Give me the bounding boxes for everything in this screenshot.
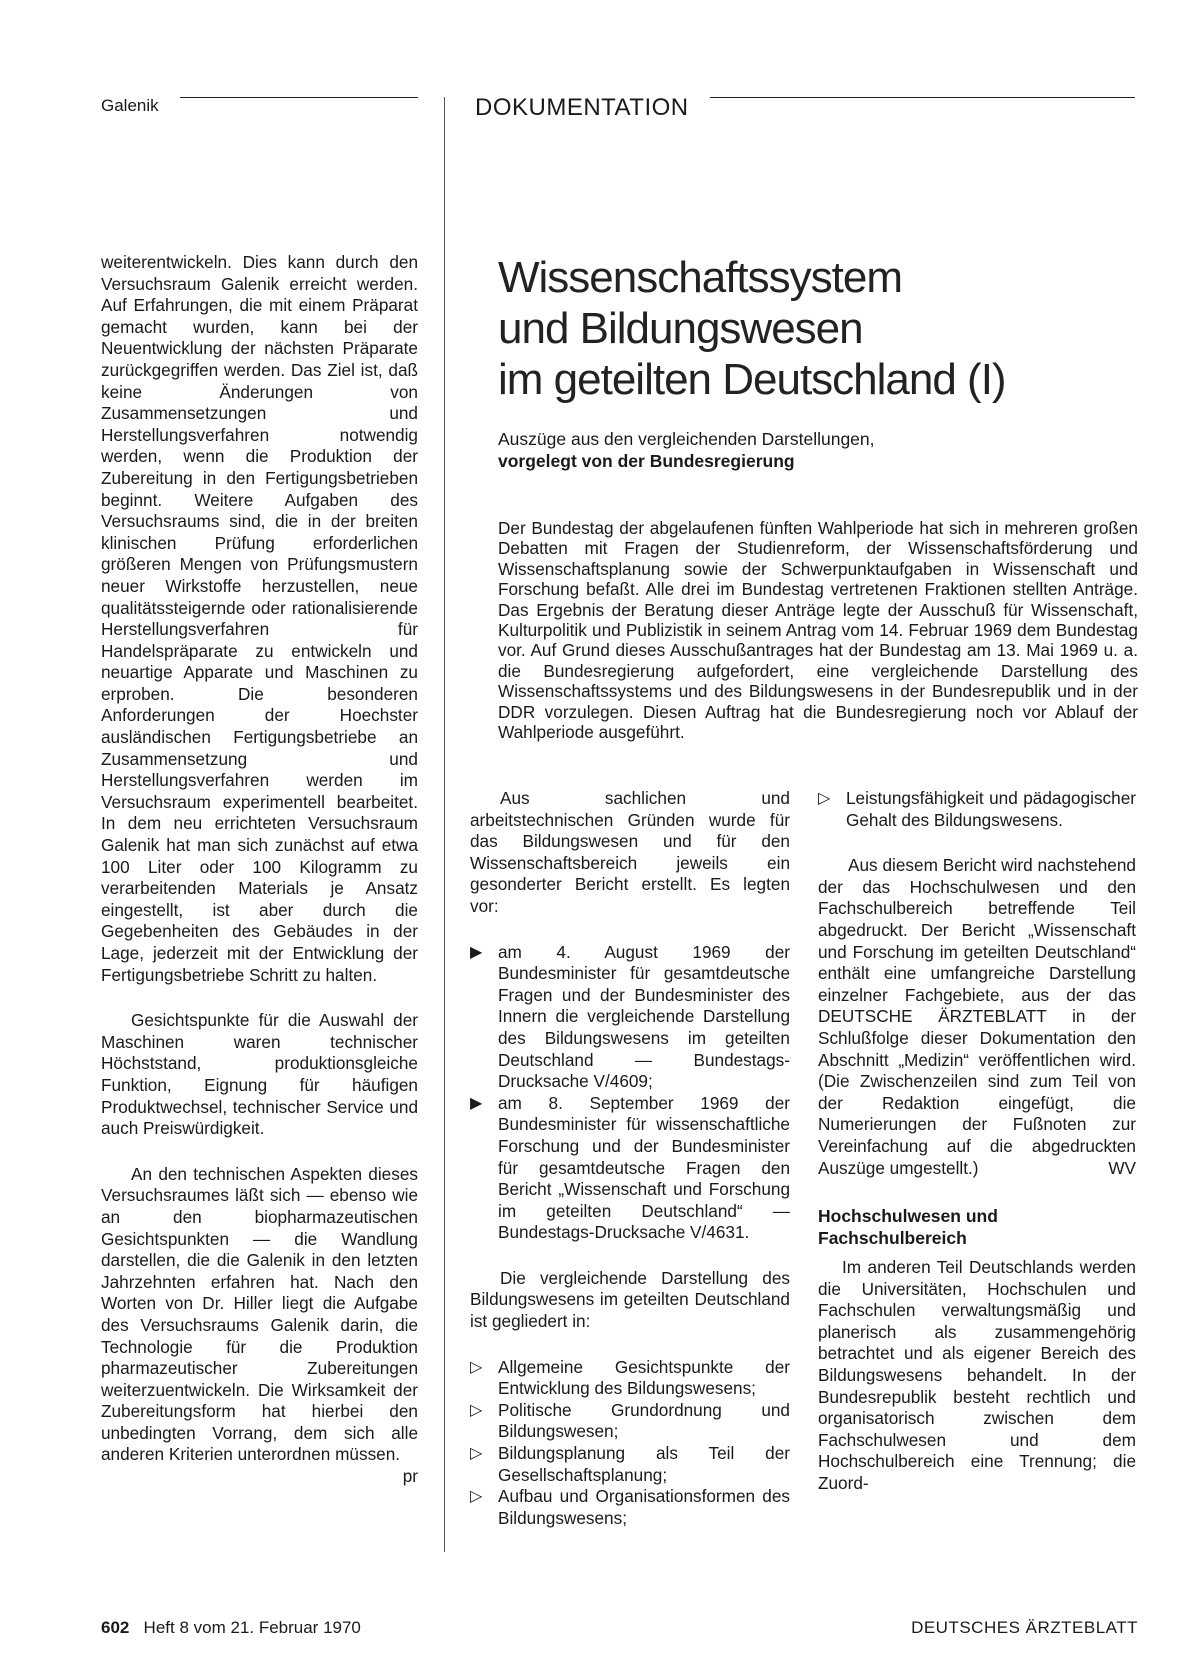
left-paragraph-3-text: An den technischen Aspekten dieses Versuchsraumes läßt sich — ebenso wie an den biopharmazeutischen Gesichtspunkten — die Wandlung darstellen, die die Galenik in den letzten Jahrzehnten erfahren hat. Nach den Worten von Dr. Hiller liegt die Aufgabe des Versuchsraums Galenik darin, die Technologie für die Produktion pharmazeutischer Zubereitungen weiterzuentwickeln. Die Wirksamkeit der Zubereitungsform hat hierbei den unbedingten Vorrang, dem sich alle anderen Kriterien unterordnen müssen. [101,1163,418,1465]
signature-pr: pr [402,1466,418,1487]
article-subtitle-line-2: vorgelegt von der Bundesregierung [498,451,795,471]
left-paragraph-2: Gesichtspunkte für die Auswahl der Maschinen waren technischer Höchststand, produktionsgleiche Funktion, Eignung für häufigen Produktwechsel, technischer Service und auch Preiswürdigkeit. [101,1010,418,1139]
header-rule-left [180,97,418,98]
list-item [470,1486,790,1529]
filled-triangle-icon: ▶ [470,943,483,961]
section-heading: Hochschulwesen und Fachschulbereich [818,1206,998,1249]
article-title-line-2: und Bildungswesen [498,304,863,353]
article-title-line-3: im geteilten Deutschland (I) [498,355,1006,404]
outline-item-3: Bildungsplanung als Teil der Gesellschaftsplanung; [498,1443,790,1485]
signature-wv: WV [1108,1157,1136,1178]
outline-triangle-icon: ▷ [470,1445,483,1463]
right-paragraph-1 [818,855,1136,1179]
left-paragraph-3 [101,1163,418,1487]
page-number: 602 [101,1618,130,1637]
list-item [818,788,1136,831]
section-label-dokumentation: DOKUMENTATION [475,94,689,121]
middle-paragraph-1: Aus sachlichen und arbeitstechnischen Gründen wurde für das Bildungswesen und für den Wissenschaftsbereich jeweils ein gesonderter Bericht erstellt. Es legten vor: [470,788,790,916]
right-column [818,788,1136,1495]
left-paragraph-1: weiterentwickeln. Dies kann durch den Versuchsraum Galenik erreicht werden. Auf Erfahrungen, die mit einem Präparat gemacht wurden, kann bei der Neuentwicklung der nächsten Präparate zurückgegriffen werden. Das Ziel ist, daß keine Änderungen von Zusammensetzungen und Herstellungsverfahren notwendig werden, wenn die Produktion der Zubereitung in den Fertigungsbetrieben beginnt. Weitere Aufgaben des Versuchsraums sind, die in der breiten klinischen Prüfung erforderlichen größeren Mengen von Prüfungsmustern neuer Wirkstoffe herzustellen, neue qualitätssteigernde oder rationalisierende Herstellungsverfahren für Handelspräparate zu entwickeln und neuartige Apparate und Maschinen zu erproben. Die besonderen Anforderungen der Hoechster ausländischen Fertigungsbetriebe an Zusammensetzung und Herstellungsverfahren werden im Versuchsraum experimentell bearbeitet. In dem neu errichteten Versuchsraum Galenik hat man sich zunächst auf etwa 100 Liter oder 100 Kilogramm zu verarbeitenden Materials je Ansatz eingestellt, ist aber durch die Gegebenheiten des Gebäudes in der Lage, jederzeit mit der Entwicklung der Fertigungsbetriebe Schritt zu halten. [101,252,418,985]
right-paragraph-2: Im anderen Teil Deutschlands werden die Universitäten, Hochschulen und Fachschulen verwaltungsmäßig und planerisch als zusammengehörig betrachtet und als eigener Bereich des Bildungswesens behandelt. In der Bundesrepublik besteht rechtlich und organisatorisch zwischen dem Fachschulwesen und dem Hochschulbereich eine Trennung; die Zuord- [818,1257,1136,1494]
right-paragraph-1-text: Aus diesem Bericht wird nachstehend der das Hochschulwesen und den Fachschulbereich betreffende Teil abgedruckt. Der Bericht „Wissenschaft und Forschung im geteilten Deutschland“ enthält eine umfangreiche Darstellung einzelner Fachgebiete, aus der das DEUTSCHE ÄRZTEBLATT in der Schlußfolge dieser Dokumentation den Abschnitt „Medizin“ veröffentlichen wird. (Die Zwischenzeilen sind zum Teil von der Redaktion eingefügt, die Numerierungen der Fußnoten zur Vereinfachung auf die abgedruckten Auszüge umgestellt.) [818,855,1136,1178]
journal-name: DEUTSCHES ÄRZTEBLATT [911,1618,1138,1637]
middle-column [470,788,790,1529]
article-subtitle [498,428,1058,472]
outline-item-4: Aufbau und Organisationsformen des Bildungswesens; [498,1486,790,1528]
report-list [470,942,790,1244]
header-rule-right [710,97,1135,98]
outline-list [470,1357,790,1530]
outline-triangle-icon: ▷ [818,790,831,807]
outline-triangle-icon: ▷ [470,1401,483,1419]
outline-triangle-icon: ▷ [470,1358,483,1376]
list-item [470,1443,790,1486]
article-subtitle-line-1: Auszüge aus den vergleichenden Darstellungen, [498,429,875,449]
report-item-2: am 8. September 1969 der Bundesminister für wissenschaftliche Forschung und der Bundesminister für gesamtdeutsche Fragen den Bericht „Wissenschaft und Forschung im geteilten Deutschland“ — Bundestags-Drucksache V/4631. [498,1092,790,1243]
section-label-galenik: Galenik [101,96,159,115]
filled-triangle-icon: ▶ [470,1094,483,1112]
list-item [470,1400,790,1443]
outline-triangle-icon: ▷ [470,1488,483,1506]
article-title [498,252,1138,405]
footer-issue [101,1618,361,1638]
issue-date: Heft 8 vom 21. Februar 1970 [143,1618,361,1637]
list-item [470,1093,790,1244]
outline-item-2: Politische Grundordnung und Bildungswesen; [498,1399,790,1442]
list-item [470,942,790,1093]
report-item-1: am 4. August 1969 der Bundesminister für gesamtdeutsche Fragen und der Bundesminister des Innern die vergleichende Darstellung des Bildungswesens im geteilten Deutschland — Bundestags-Drucksache V/4609; [498,941,790,1092]
list-item [470,1357,790,1400]
middle-paragraph-2: Die vergleichende Darstellung des Bildungswesens im geteilten Deutschland ist gegliedert in: [470,1267,790,1332]
column-divider [444,97,445,1552]
outline-item-1: Allgemeine Gesichtspunkte der Entwicklung des Bildungswesens; [498,1356,790,1399]
left-column [101,252,418,1488]
outline-item-5: Leistungsfähigkeit und pädagogischer Gehalt des Bildungswesens. [846,788,1136,830]
article-intro: Der Bundestag der abgelaufenen fünften Wahlperiode hat sich in mehreren großen Debatten mit Fragen der Studienreform, der Wissenschaftsförderung und Wissenschaftsplanung sowie der Schwerpunktaufgaben in Wissenschaft und Forschung befaßt. Alle drei im Bundestag vertretenen Fraktionen stellten Anträge. Das Ergebnis der Beratung dieser Anträge legte der Ausschuß für Wissenschaft, Kulturpolitik und Publizistik in seinem Antrag vom 14. Februar 1969 dem Bundestag vor. Auf Grund dieses Ausschußantrages hat der Bundestag am 13. Mai 1969 u. a. die Bundesregierung aufgefordert, eine vergleichende Darstellung des Wissenschaftssystems und des Bildungswesens in der Bundesrepublik und in der DDR vorzulegen. Diesen Auftrag hat die Bundesregierung noch vor Ablauf der Wahlperiode ausgeführt. [498,518,1138,743]
outline-list-continued [818,788,1136,831]
article-title-line-1: Wissenschaftssystem [498,253,902,302]
